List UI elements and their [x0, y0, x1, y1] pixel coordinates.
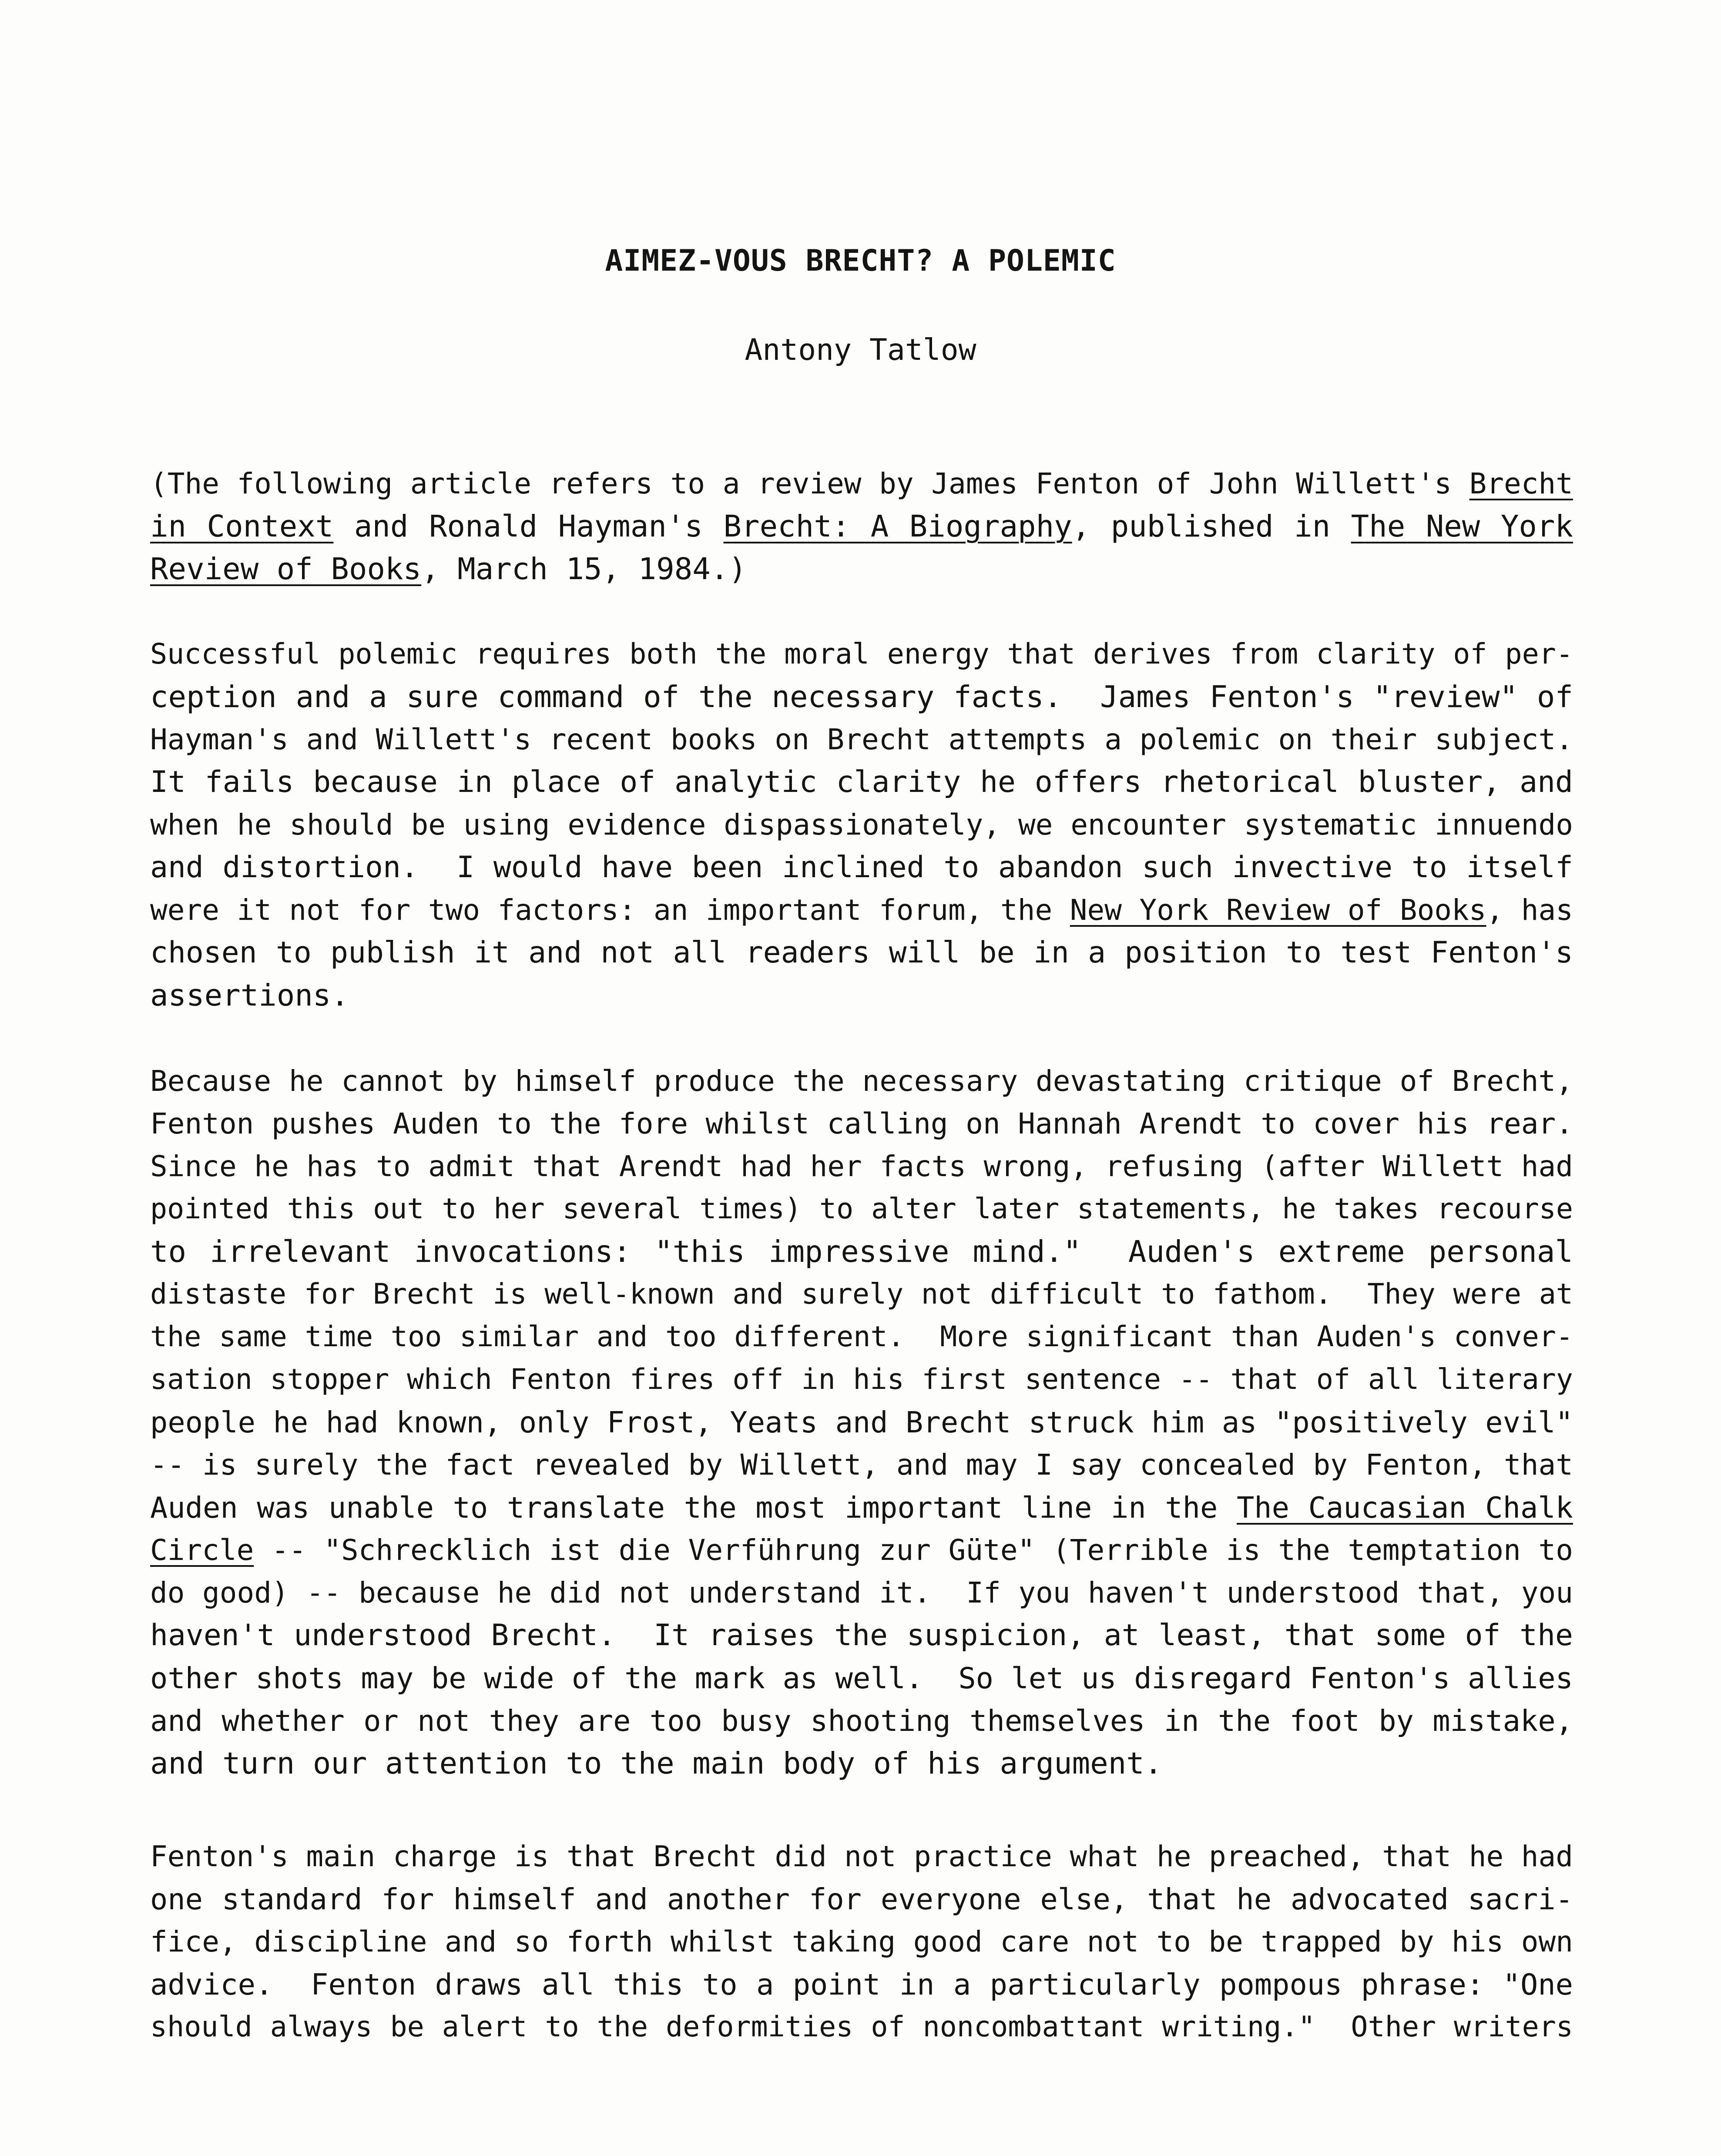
- text-line: Hayman's and Willett's recent books on Brecht attempts a polemic on their subject.: [150, 723, 1573, 756]
- text-line: distaste for Brecht is well-known and surely not difficult to fathom. They were at: [150, 1278, 1573, 1311]
- intro-line: [150, 548, 1573, 590]
- text-span: were it not for two factors: an important forum, the: [150, 893, 1053, 927]
- text-line: and distortion. I would have been inclined to abandon such invective to itself: [150, 850, 1573, 885]
- journal-title: New York Review of Books: [1070, 893, 1486, 927]
- intro-line: [150, 505, 1573, 548]
- paragraph-3: [150, 1835, 1573, 2049]
- text-line: Since he has to admit that Arendt had her facts wrong, refusing (after Willett had: [150, 1150, 1573, 1183]
- text-span: , has: [1486, 893, 1573, 927]
- text-line: the same time too similar and too different. More significant than Auden's conver-: [150, 1321, 1573, 1353]
- text-line: and whether or not they are too busy shooting themselves in the foot by mistake,: [150, 1704, 1573, 1738]
- book-title-brecht-a-biography: Brecht: A Biography: [723, 509, 1072, 544]
- text-line: advice. Fenton draws all this to a point in a particularly pompous phrase: "One: [150, 1968, 1573, 2002]
- intro-note: [150, 463, 1573, 590]
- journal-title: The New York: [1351, 509, 1573, 544]
- intro-text: and Ronald Hayman's: [354, 509, 703, 544]
- paragraph-2: [150, 1060, 1573, 1785]
- text-span: -- "Schrecklich ist die Verführung zur Güte" (Terrible is the temptation to: [254, 1533, 1573, 1567]
- text-line: and turn our attention to the main body of his argument.: [150, 1746, 1163, 1781]
- text-line: assertions.: [150, 978, 349, 1013]
- text-line: haven't understood Brecht. It raises the suspicion, at least, that some of the: [150, 1618, 1573, 1653]
- text-line: people he had known, only Frost, Yeats and Brecht struck him as "positively evil": [150, 1405, 1573, 1439]
- text-line: pointed this out to her several times) to alter later statements, he takes recourse: [150, 1193, 1573, 1225]
- article-author: Antony Tatlow: [745, 333, 976, 367]
- text-line: to irrelevant invocations: "this impressive mind." Auden's extreme personal: [150, 1234, 1573, 1269]
- text-line: Fenton pushes Auden to the fore whilst calling on Hannah Arendt to cover his rear.: [150, 1107, 1573, 1140]
- book-title-brecht-in-context: in Context: [150, 509, 334, 544]
- article-title: AIMEZ-VOUS BRECHT? A POLEMIC: [605, 244, 1116, 278]
- text-line: chosen to publish it and not all readers will be in a position to test Fenton's: [150, 935, 1573, 970]
- text-line: -- is surely the fact revealed by Willett, and may I say concealed by Fenton, that: [150, 1448, 1573, 1482]
- text-span: Auden was unable to translate the most important line in the: [150, 1491, 1218, 1525]
- intro-line: [150, 463, 1573, 505]
- text-line: [150, 1529, 1573, 1572]
- paragraph-1: [150, 633, 1573, 1017]
- intro-text: , March 15, 1984.): [421, 552, 747, 587]
- text-line: ception and a sure command of the necessary facts. James Fenton's "review" of: [150, 680, 1573, 714]
- text-line: fice, discipline and so forth whilst taking good care not to be trapped by his own: [150, 1925, 1573, 1958]
- journal-title: Review of Books: [150, 552, 422, 587]
- book-title-brecht-in-context: Brecht: [1469, 467, 1573, 500]
- text-line: Fenton's main charge is that Brecht did not practice what he preached, that he had: [150, 1840, 1573, 1873]
- text-line: other shots may be wide of the mark as well. So let us disregard Fenton's allies: [150, 1661, 1573, 1695]
- intro-text: (The following article refers to a review by James Fenton of John Willett's: [150, 467, 1452, 500]
- text-line: Because he cannot by himself produce the necessary devastating critique of Brecht,: [150, 1064, 1573, 1098]
- text-line: Successful polemic requires both the moral energy that derives from clarity of per-: [150, 638, 1573, 671]
- text-line: [150, 1486, 1573, 1529]
- play-title: The Caucasian Chalk: [1236, 1491, 1573, 1525]
- text-line: one standard for himself and another for everyone else, that he advocated sacri-: [150, 1882, 1573, 1916]
- text-line: It fails because in place of analytic clarity he offers rhetorical bluster, and: [150, 765, 1573, 799]
- play-title: Circle: [150, 1533, 254, 1567]
- text-line: sation stopper which Fenton fires off in his first sentence -- that of all literary: [150, 1363, 1573, 1396]
- text-line: should always be alert to the deformities of noncombattant writing." Other writers: [150, 2011, 1573, 2043]
- intro-text: , published in: [1072, 509, 1331, 544]
- text-line: when he should be using evidence dispassionately, we encounter systematic innuendo: [150, 808, 1573, 842]
- text-line: [150, 889, 1573, 932]
- text-line: do good) -- because he did not understand it. If you haven't understood that, you: [150, 1576, 1573, 1609]
